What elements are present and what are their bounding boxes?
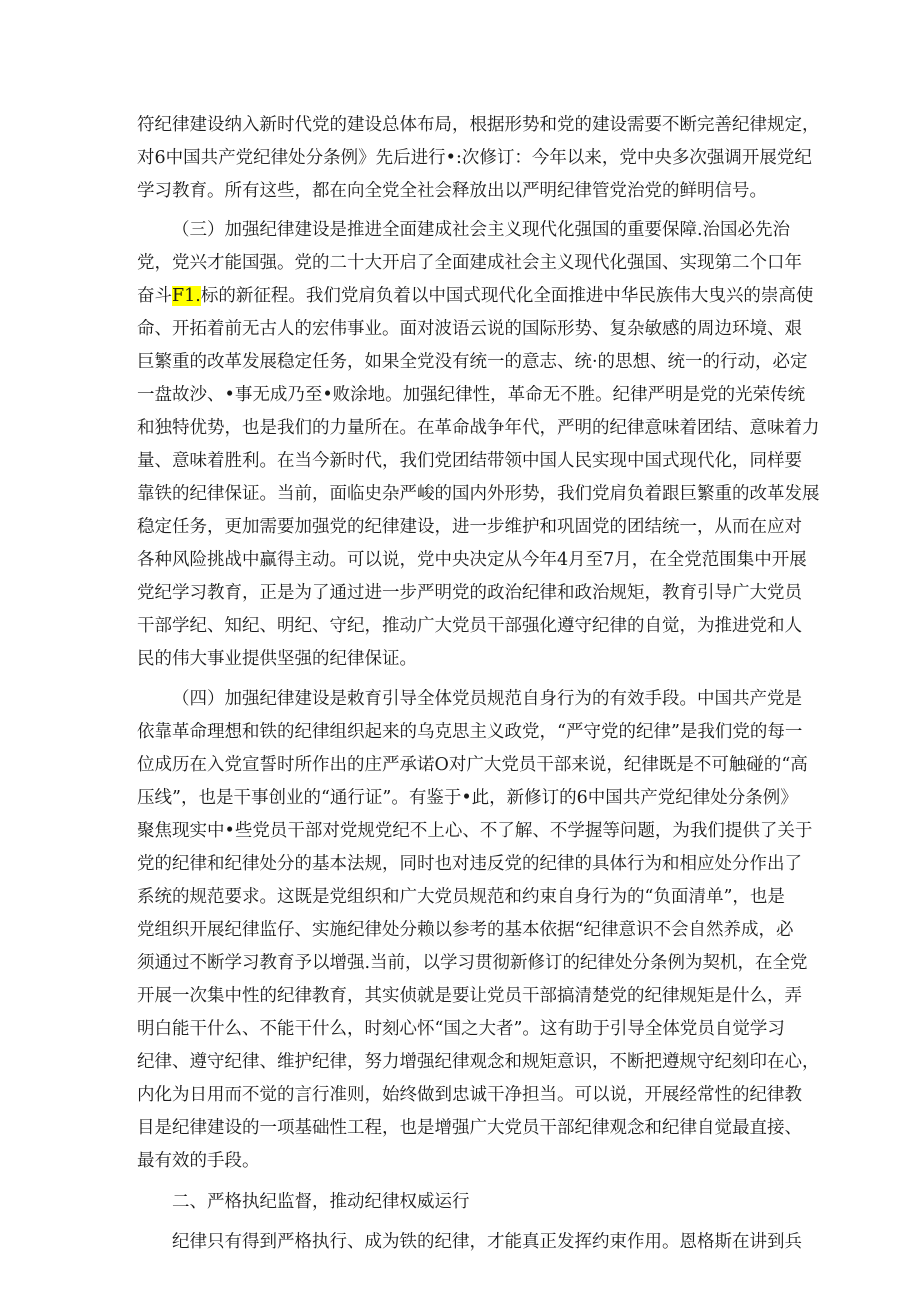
section-heading: 二、严格执纪监督，推动纪律权威运行 <box>172 1192 470 1212</box>
paragraph-line: 最有效的手段。 <box>137 1151 260 1171</box>
highlighted-text: F1. <box>172 286 201 306</box>
paragraph-line: 压线”，也是干事创业的“通行证”。有鉴于•此，新修订的6中国共产党纪律处分条例》 <box>137 788 798 808</box>
paragraph-line: 靠铁的纪律保证。当前，面临史杂严峻的国内外形势，我们党肩负着跟巨繁重的改革发展 <box>137 484 820 504</box>
paragraph-line: 依靠革命理想和铁的纪律组织起来的乌克思主义政党，“严守党的纪律”是我们党的每一 <box>137 722 803 742</box>
paragraph-line: 量、意味着胜利。在当今新时代，我们党团结带领中国人民实现中国式现代化，同样要 <box>137 451 802 471</box>
paragraph-line: 系统的规范要求。这既是党组织和广大党员规范和约束自身行为的“负面清单”，也是 <box>137 887 785 907</box>
paragraph-line: 党组织开展纪律监仔、实施纪律处分赖以参考的基本依据“纪律意识不会自然养成，必 <box>137 920 794 940</box>
section-three-heading-line: （三）加强纪律建设是推进全面建成社会主义现代化强国的重要保障.治国必先治 <box>172 220 791 240</box>
paragraph-line: 学习教育。所有这些，都在向全党全社会释放出以严明纪律管党治党的鲜明信号。 <box>137 181 767 201</box>
paragraph-line: 位成历在入党宣誓时所作出的庄严承诺O对广大党员干部来说，纪律既是不可触碰的“高 <box>137 755 808 775</box>
paragraph-line: 党纪学习教育，正是为了通过进一步严明党的政治纪律和政治规矩，教育引导广大党员 <box>137 583 802 603</box>
paragraph-line: 和独特优势，也是我们的力量所在。在革命战争年代，严明的纪律意味着团结、意味着力 <box>137 418 820 438</box>
paragraph-line: 开展一次集中性的纪律教育，其实侦就是要让党员干部搞清楚党的纪律规矩是什么，弄 <box>137 986 802 1006</box>
paragraph-line: 纪律、遵守纪律、维护纪律，努力增强纪律观念和规矩意识，不断把遵规守纪刻印在心， <box>137 1052 820 1072</box>
paragraph-line-with-highlight <box>137 284 813 308</box>
paragraph-line: 对6中国共产党纪律处分条例》先后进行•:次修订：今年以来，党中央多次强调开展党纪 <box>137 148 812 168</box>
paragraph-line: 干部学纪、知纪、明纪、守纪，推动广大党员干部强化遵守纪律的自觉，为推进党和人 <box>137 616 802 636</box>
paragraph-line: 民的伟大事业提供坚强的纪律保证。 <box>137 649 417 669</box>
paragraph-line: 党的纪律和纪律处分的基本法规，同时也对违反党的纪律的具体行为和相应处分作出了 <box>137 854 802 874</box>
paragraph-line: 党，党兴才能国强。党的二十大开启了全面建成社会主义现代化强国、实现第二个口年 <box>137 253 802 273</box>
paragraph-line: 各种风险挑战中赢得主动。可以说，党中央决定从今年4月至7月，在全党范围集中开展 <box>137 550 807 570</box>
paragraph-line: 符纪律建设纳入新时代党的建设总体布局，根据形势和党的建设需要不断完善纪律规定， <box>137 115 820 135</box>
paragraph-line: 聚焦现实中•些党员干部对党规党纪不上心、不了解、不学握等问题，为我们提供了关于 <box>137 821 813 841</box>
paragraph-line: 目是纪律建设的一项基础性工程，也是增强广大党员干部纪律观念和纪律自觉最直接、 <box>137 1118 802 1138</box>
paragraph-line: 内化为日用而不觉的言行准则，始终做到忠诚干净担当。可以说，开展经常性的纪律教 <box>137 1085 802 1105</box>
paragraph-line: 巨繁重的改革发展稳定任务，如果全党没有统一的意志、统·的思想、统一的行动，必定 <box>137 352 808 372</box>
line-rest: 标的新征程。我们党肩负着以中国式现代化全面推进中华民族伟大曳兴的崇高使 <box>200 286 814 306</box>
paragraph-line: 命、开拓着前无古人的宏伟事业。面对波语云说的国际形势、复杂敏感的周边环境、艰 <box>137 319 802 339</box>
line-prefix: 奋斗 <box>137 286 172 306</box>
paragraph-line: 明白能干什么、不能干什么，时刻心怀“国之大者”。这有助于引导全体党员自觉学习 <box>137 1019 785 1039</box>
section-four-heading-line: （四）加强纪律建设是敕育引导全体党员规范自身行为的有效手段。中国共产党是 <box>172 689 802 709</box>
paragraph-line: 一盘故沙、•事无成乃至•败涂地。加强纪律性，革命无不胜。纪律严明是党的光荣传统 <box>137 385 806 405</box>
paragraph-line: 纪律只有得到严格执行、成为铁的纪律，才能真正发挥约束作用。恩格斯在讲到兵 <box>172 1232 802 1252</box>
paragraph-line: 须通过不断学习教育予以增强.当前，以学习贯彻新修订的纪律处分条例为契机，在全党 <box>137 953 808 973</box>
paragraph-line: 稳定任务，更加需要加强党的纪律建设，进一步维护和巩固党的团结统一，从而在应对 <box>137 517 802 537</box>
